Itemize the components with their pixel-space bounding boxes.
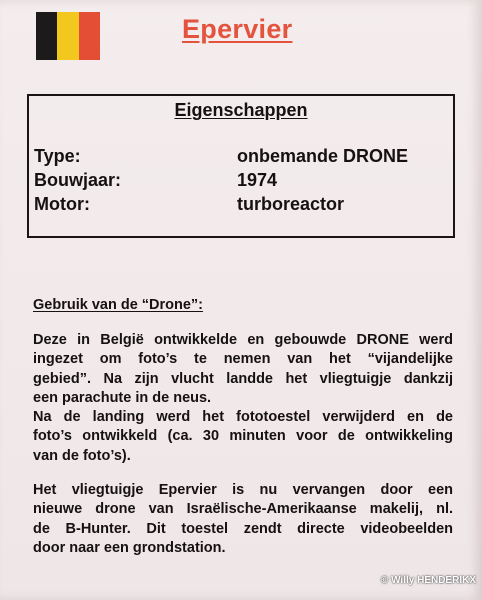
sign-title: Epervier — [182, 14, 293, 44]
property-label: Type: — [34, 146, 81, 166]
properties-heading: Eigenschappen — [174, 100, 308, 120]
paragraph-line: ingezet om foto’s te nemen van het “vijandelijke — [33, 351, 453, 368]
property-row-motor — [34, 194, 345, 215]
flag-band-yellow — [57, 12, 78, 60]
paragraph-line: gebied”. Na zijn vlucht landde het vliegtuigje dankzij — [33, 370, 453, 387]
usage-paragraph-1 — [33, 331, 453, 466]
paragraph-line: de B-Hunter. Dit toestel zendt directe videobeelden — [33, 520, 453, 537]
usage-paragraph-2 — [33, 481, 453, 558]
photo-credit: © Willy HENDERIKX — [380, 575, 476, 586]
paragraph-line: een parachute in de neus. — [33, 389, 212, 406]
properties-box — [27, 94, 455, 238]
property-label: Bouwjaar: — [34, 170, 122, 190]
paragraph-line: foto’s ontwikkeld (ca. 30 minuten voor de ontwikkeling — [33, 428, 453, 445]
paragraph-line: Deze in België ontwikkelde en gebouwde DRONE werd — [33, 332, 453, 348]
paragraph-line: nieuwe drone van Israëlische-Amerikaanse makelij, nl. — [33, 501, 453, 518]
flag-band-black — [36, 12, 57, 60]
paragraph-line: van de foto’s). — [33, 447, 131, 464]
property-label: Motor: — [34, 194, 90, 214]
property-value: 1974 — [237, 170, 278, 190]
paragraph-line: Na de landing werd het fototoestel verwijderd en de — [33, 409, 453, 426]
belgian-flag — [36, 12, 100, 60]
property-value: onbemande DRONE — [237, 146, 409, 166]
paragraph-line: door naar een grondstation. — [33, 539, 226, 556]
paragraph-line: Het vliegtuigje Epervier is nu vervangen door een — [33, 482, 453, 498]
property-row-type — [34, 146, 409, 167]
flag-band-red — [79, 12, 100, 60]
usage-heading: Gebruik van de “Drone”: — [33, 297, 204, 313]
property-row-bouwjaar — [34, 170, 278, 191]
property-value: turboreactor — [237, 194, 345, 214]
